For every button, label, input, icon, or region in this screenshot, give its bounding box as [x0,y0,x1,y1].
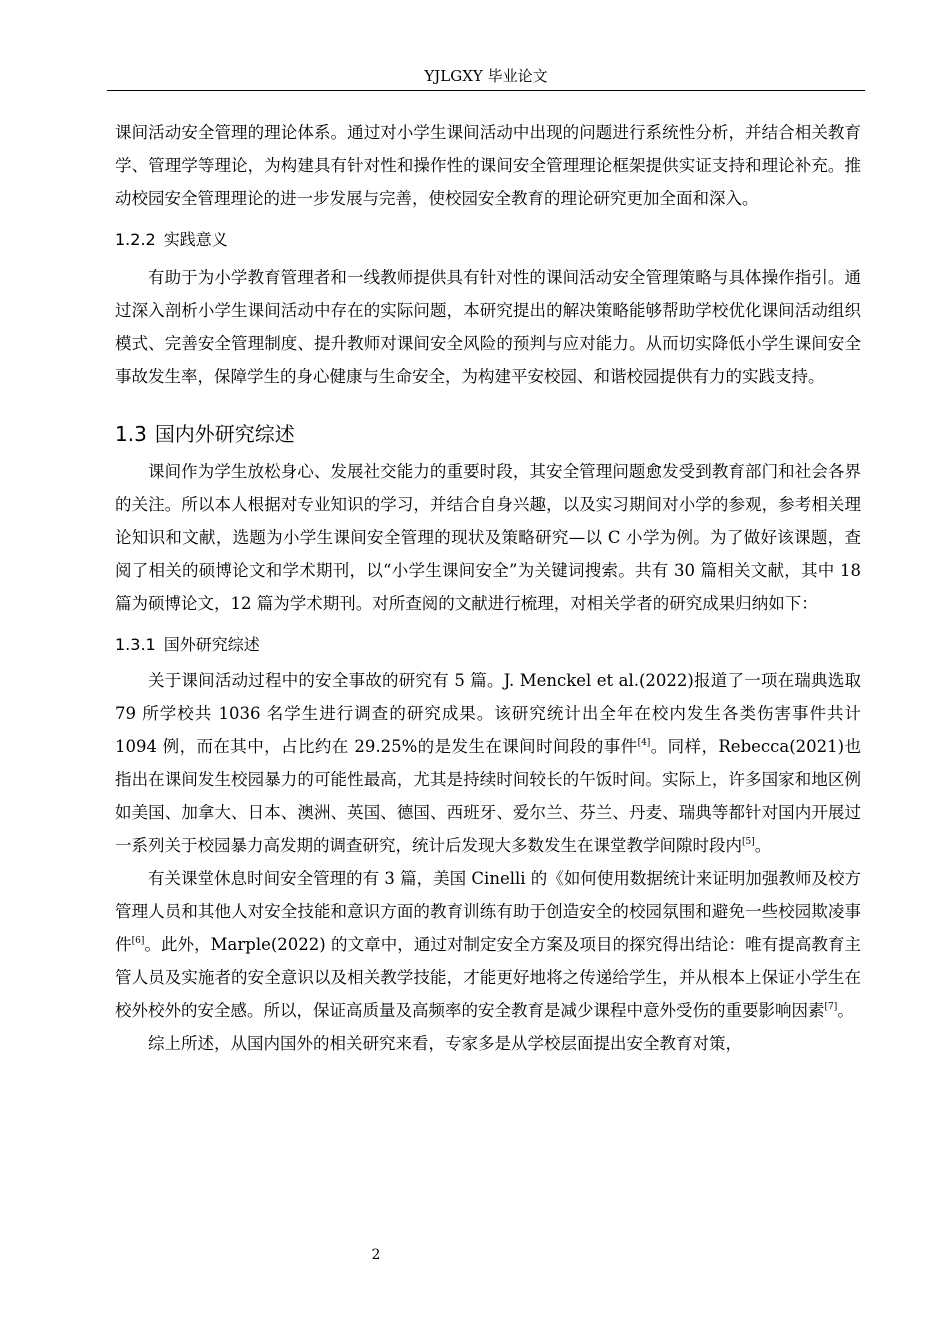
section-title: 国外研究综述 [163,635,260,654]
section-number: 1.3.1 [115,635,156,654]
running-header: YJLGXY 毕业论文 [424,67,548,85]
paragraph-break-time-management [115,862,861,1027]
text-run: 有关课堂休息时间安全管理的有 3 篇，美国 Cinelli 的《如何使用数据统计来证明加强教师及校方管理人员和其他人对安全技能和意识方面的教育训练有助于创造安全的校园氛围和避免一些校园欺凌事件 [115,869,861,954]
section-title: 实践意义 [163,230,228,249]
page-body [115,116,861,1060]
page-number: 2 [371,1247,381,1263]
paragraph-summary: 综上所述，从国内国外的相关研究来看，专家多是从学校层面提出安全教育对策， [148,1034,742,1053]
text-run: 。此外，Marple(2022) 的文章中，通过对制定安全方案及项目的探究得出结论：唯有提高教育主管人员及实施者的安全意识以及相关教学技能，才能更好地将之传递给学生，并从根本上保证小学生在校外校外的安全感。所以，保证高质量及高频率的安全教育是减少课程中意外受伤的重要影响因素 [115,935,862,1020]
paragraph-practical-significance: 有助于为小学教育管理者和一线教师提供具有针对性的课间活动安全管理策略与具体操作指引。通过深入剖析小学生课间活动中存在的实际问题，本研究提出的解决策略能够帮助学校优化课间活动组织模式、完善安全管理制度、提升教师对课间安全风险的预判与应对能力。从而切实降低小学生课间安全事故发生率，保障学生的身心健康与生命安全，为构建平安校园、和谐校园提供有力的实践支持。 [115,268,861,386]
section-heading-1-3-1 [115,632,861,658]
text-run: 。同样，Rebecca(2021)也指出在课间发生校园暴力的可能性最高，尤其是持续时间较长的午饭时间。实际上，许多国家和地区例如美国、加拿大、日本、澳洲、英国、德国、西班牙、爱尔兰、芬兰、丹麦、瑞典等都针对国内开展过一系列关于校园暴力高发期的调查研究，统计后发现大多数发生在课堂教学间隙时段内 [115,737,861,855]
paragraph-review-intro: 课间作为学生放松身心、发展社交能力的重要时段，其安全管理问题愈发受到教育部门和社会各界的关注。所以本人根据对专业知识的学习，并结合自身兴趣，以及实习期间对小学的参观，参考相关理论知识和文献，选题为小学生课间安全管理的现状及策略研究—以 C 小学为例。为了做好该课题，查阅了相关的硕博论文和学术期刊，以“小学生课间安全”为关键词搜索。共有 30 篇相关文献，其中 18 篇为硕博论文，12 篇为学术期刊。对所查阅的文献进行梳理，对相关学者的研究成果归纳如下： [115,462,861,613]
header-rule [107,90,865,91]
text-run: 关于课间活动过程中的安全事故的研究有 5 篇。J. Menckel et al.(2022)报道了一项在瑞典选取 79 所学校共 1036 名学生进行调查的研究成果。该研究统计出全年在校内发生各类伤害事件共计 1094 例，而在其中，占比约在 29.25%的是发生在课间时间段的事件 [115,671,861,756]
section-heading-1-3 [115,419,861,449]
paragraph-foreign-accidents [115,664,861,862]
citation-6: [6] [131,936,145,946]
text-run: 。 [754,836,772,855]
text-run: 。 [837,1001,854,1020]
section-heading-1-2-2 [115,227,861,253]
citation-5: [5] [742,837,755,847]
section-number: 1.2.2 [115,230,156,249]
section-number: 1.3 [115,422,147,446]
section-title: 国内外研究综述 [154,422,295,446]
citation-7: [7] [824,1002,838,1012]
paragraph-theory-continued: 课间活动安全管理的理论体系。通过对小学生课间活动中出现的问题进行系统性分析，并结合相关教育学、管理学等理论，为构建具有针对性和操作性的课间安全管理理论框架提供实证支持和理论补充。推动校园安全管理理论的进一步发展与完善，使校园安全教育的理论研究更加全面和深入。 [115,123,861,208]
citation-4: [4] [637,738,651,748]
